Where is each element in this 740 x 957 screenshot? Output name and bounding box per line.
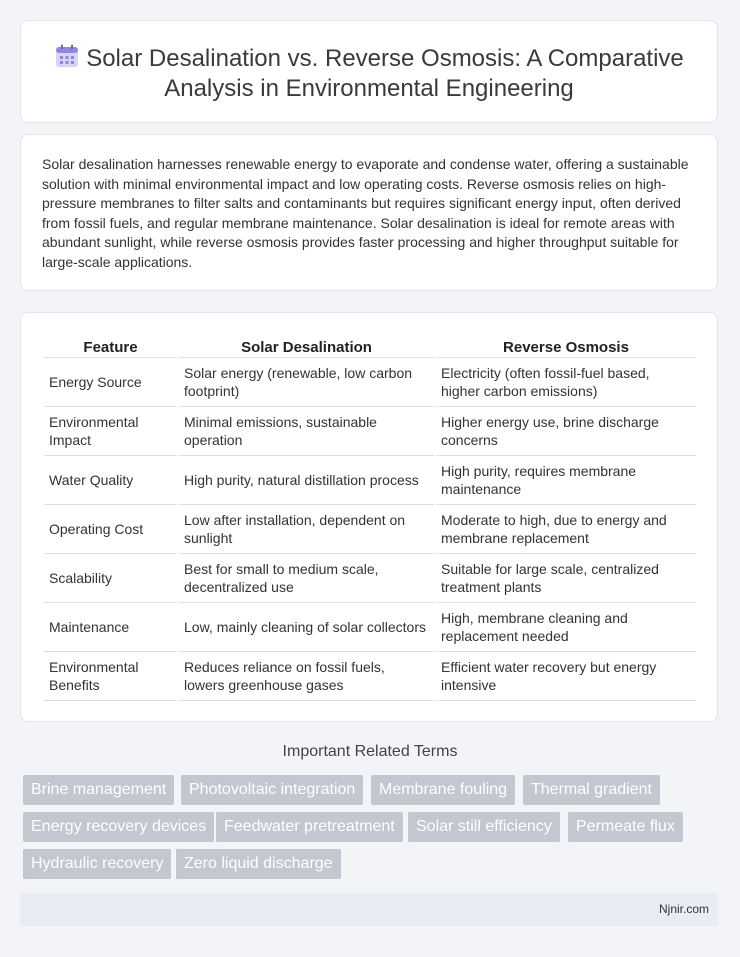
term-tag[interactable]: Thermal gradient bbox=[523, 775, 660, 805]
comparison-table bbox=[42, 335, 698, 701]
feature-cell: Water Quality bbox=[44, 456, 177, 505]
ro-cell: Higher energy use, brine discharge concerns bbox=[436, 407, 696, 456]
feature-cell: Operating Cost bbox=[44, 505, 177, 554]
header-solar: Solar Desalination bbox=[179, 335, 434, 358]
table-row bbox=[44, 407, 696, 456]
table-row bbox=[44, 358, 696, 407]
solar-cell: Low after installation, dependent on sunlight bbox=[179, 505, 434, 554]
ro-cell: Moderate to high, due to energy and membrane replacement bbox=[436, 505, 696, 554]
ro-cell: Electricity (often fossil-fuel based, higher carbon emissions) bbox=[436, 358, 696, 407]
ro-cell: Suitable for large scale, centralized treatment plants bbox=[436, 554, 696, 603]
solar-cell: Best for small to medium scale, decentralized use bbox=[179, 554, 434, 603]
term-tag[interactable]: Energy recovery devices bbox=[23, 812, 214, 842]
feature-cell: Environmental Benefits bbox=[44, 652, 177, 701]
feature-cell: Energy Source bbox=[44, 358, 177, 407]
term-tag[interactable]: Photovoltaic integration bbox=[181, 775, 363, 805]
solar-cell: High purity, natural distillation process bbox=[179, 456, 434, 505]
term-tag[interactable]: Hydraulic recovery bbox=[23, 849, 171, 879]
header-card bbox=[20, 20, 718, 123]
calendar-icon bbox=[54, 43, 80, 69]
term-tag[interactable]: Membrane fouling bbox=[371, 775, 515, 805]
term-tag[interactable]: Permeate flux bbox=[568, 812, 683, 842]
feature-cell: Scalability bbox=[44, 554, 177, 603]
header-feature: Feature bbox=[44, 335, 177, 358]
feature-cell: Environmental Impact bbox=[44, 407, 177, 456]
summary-card bbox=[20, 134, 718, 291]
header-ro: Reverse Osmosis bbox=[436, 335, 696, 358]
table-row bbox=[44, 603, 696, 652]
ro-cell: High, membrane cleaning and replacement needed bbox=[436, 603, 696, 652]
comparison-table-card bbox=[20, 312, 718, 722]
title-line-1: Solar Desalination vs. Reverse Osmosis: A Comparative bbox=[86, 45, 684, 72]
term-tag[interactable]: Feedwater pretreatment bbox=[216, 812, 403, 842]
solar-cell: Reduces reliance on fossil fuels, lowers greenhouse gases bbox=[179, 652, 434, 701]
table-row bbox=[44, 554, 696, 603]
page-title bbox=[21, 43, 717, 104]
term-tag[interactable]: Solar still efficiency bbox=[408, 812, 560, 842]
solar-cell: Low, mainly cleaning of solar collectors bbox=[179, 603, 434, 652]
ro-cell: High purity, requires membrane maintenance bbox=[436, 456, 696, 505]
title-line-2: Analysis in Environmental Engineering bbox=[164, 75, 574, 102]
footer bbox=[20, 893, 718, 926]
term-tag[interactable]: Brine management bbox=[23, 775, 174, 805]
table-row bbox=[44, 652, 696, 701]
term-tag[interactable]: Zero liquid discharge bbox=[176, 849, 341, 879]
ro-cell: Efficient water recovery but energy intensive bbox=[436, 652, 696, 701]
feature-cell: Maintenance bbox=[44, 603, 177, 652]
solar-cell: Minimal emissions, sustainable operation bbox=[179, 407, 434, 456]
table-row bbox=[44, 505, 696, 554]
solar-cell: Solar energy (renewable, low carbon footprint) bbox=[179, 358, 434, 407]
table-row bbox=[44, 456, 696, 505]
table-header-row bbox=[44, 335, 696, 358]
related-terms-title: Important Related Terms bbox=[282, 743, 458, 760]
footer-site-link[interactable]: Njnir.com bbox=[658, 902, 709, 916]
summary-text: Solar desalination harnesses renewable energy to evaporate and condense water, offering a sustainable solution with minimal environmental impact and low operating costs. Reverse osmosis relies on high-pressure membranes to filter salts and contaminants but requires significant energy input, often derived from fossil fuels, and regular membrane maintenance. Solar desalination is ideal for remote areas with abundant sunlight, while reverse osmosis provides faster processing and higher throughput suitable for large-scale applications. bbox=[42, 156, 689, 270]
